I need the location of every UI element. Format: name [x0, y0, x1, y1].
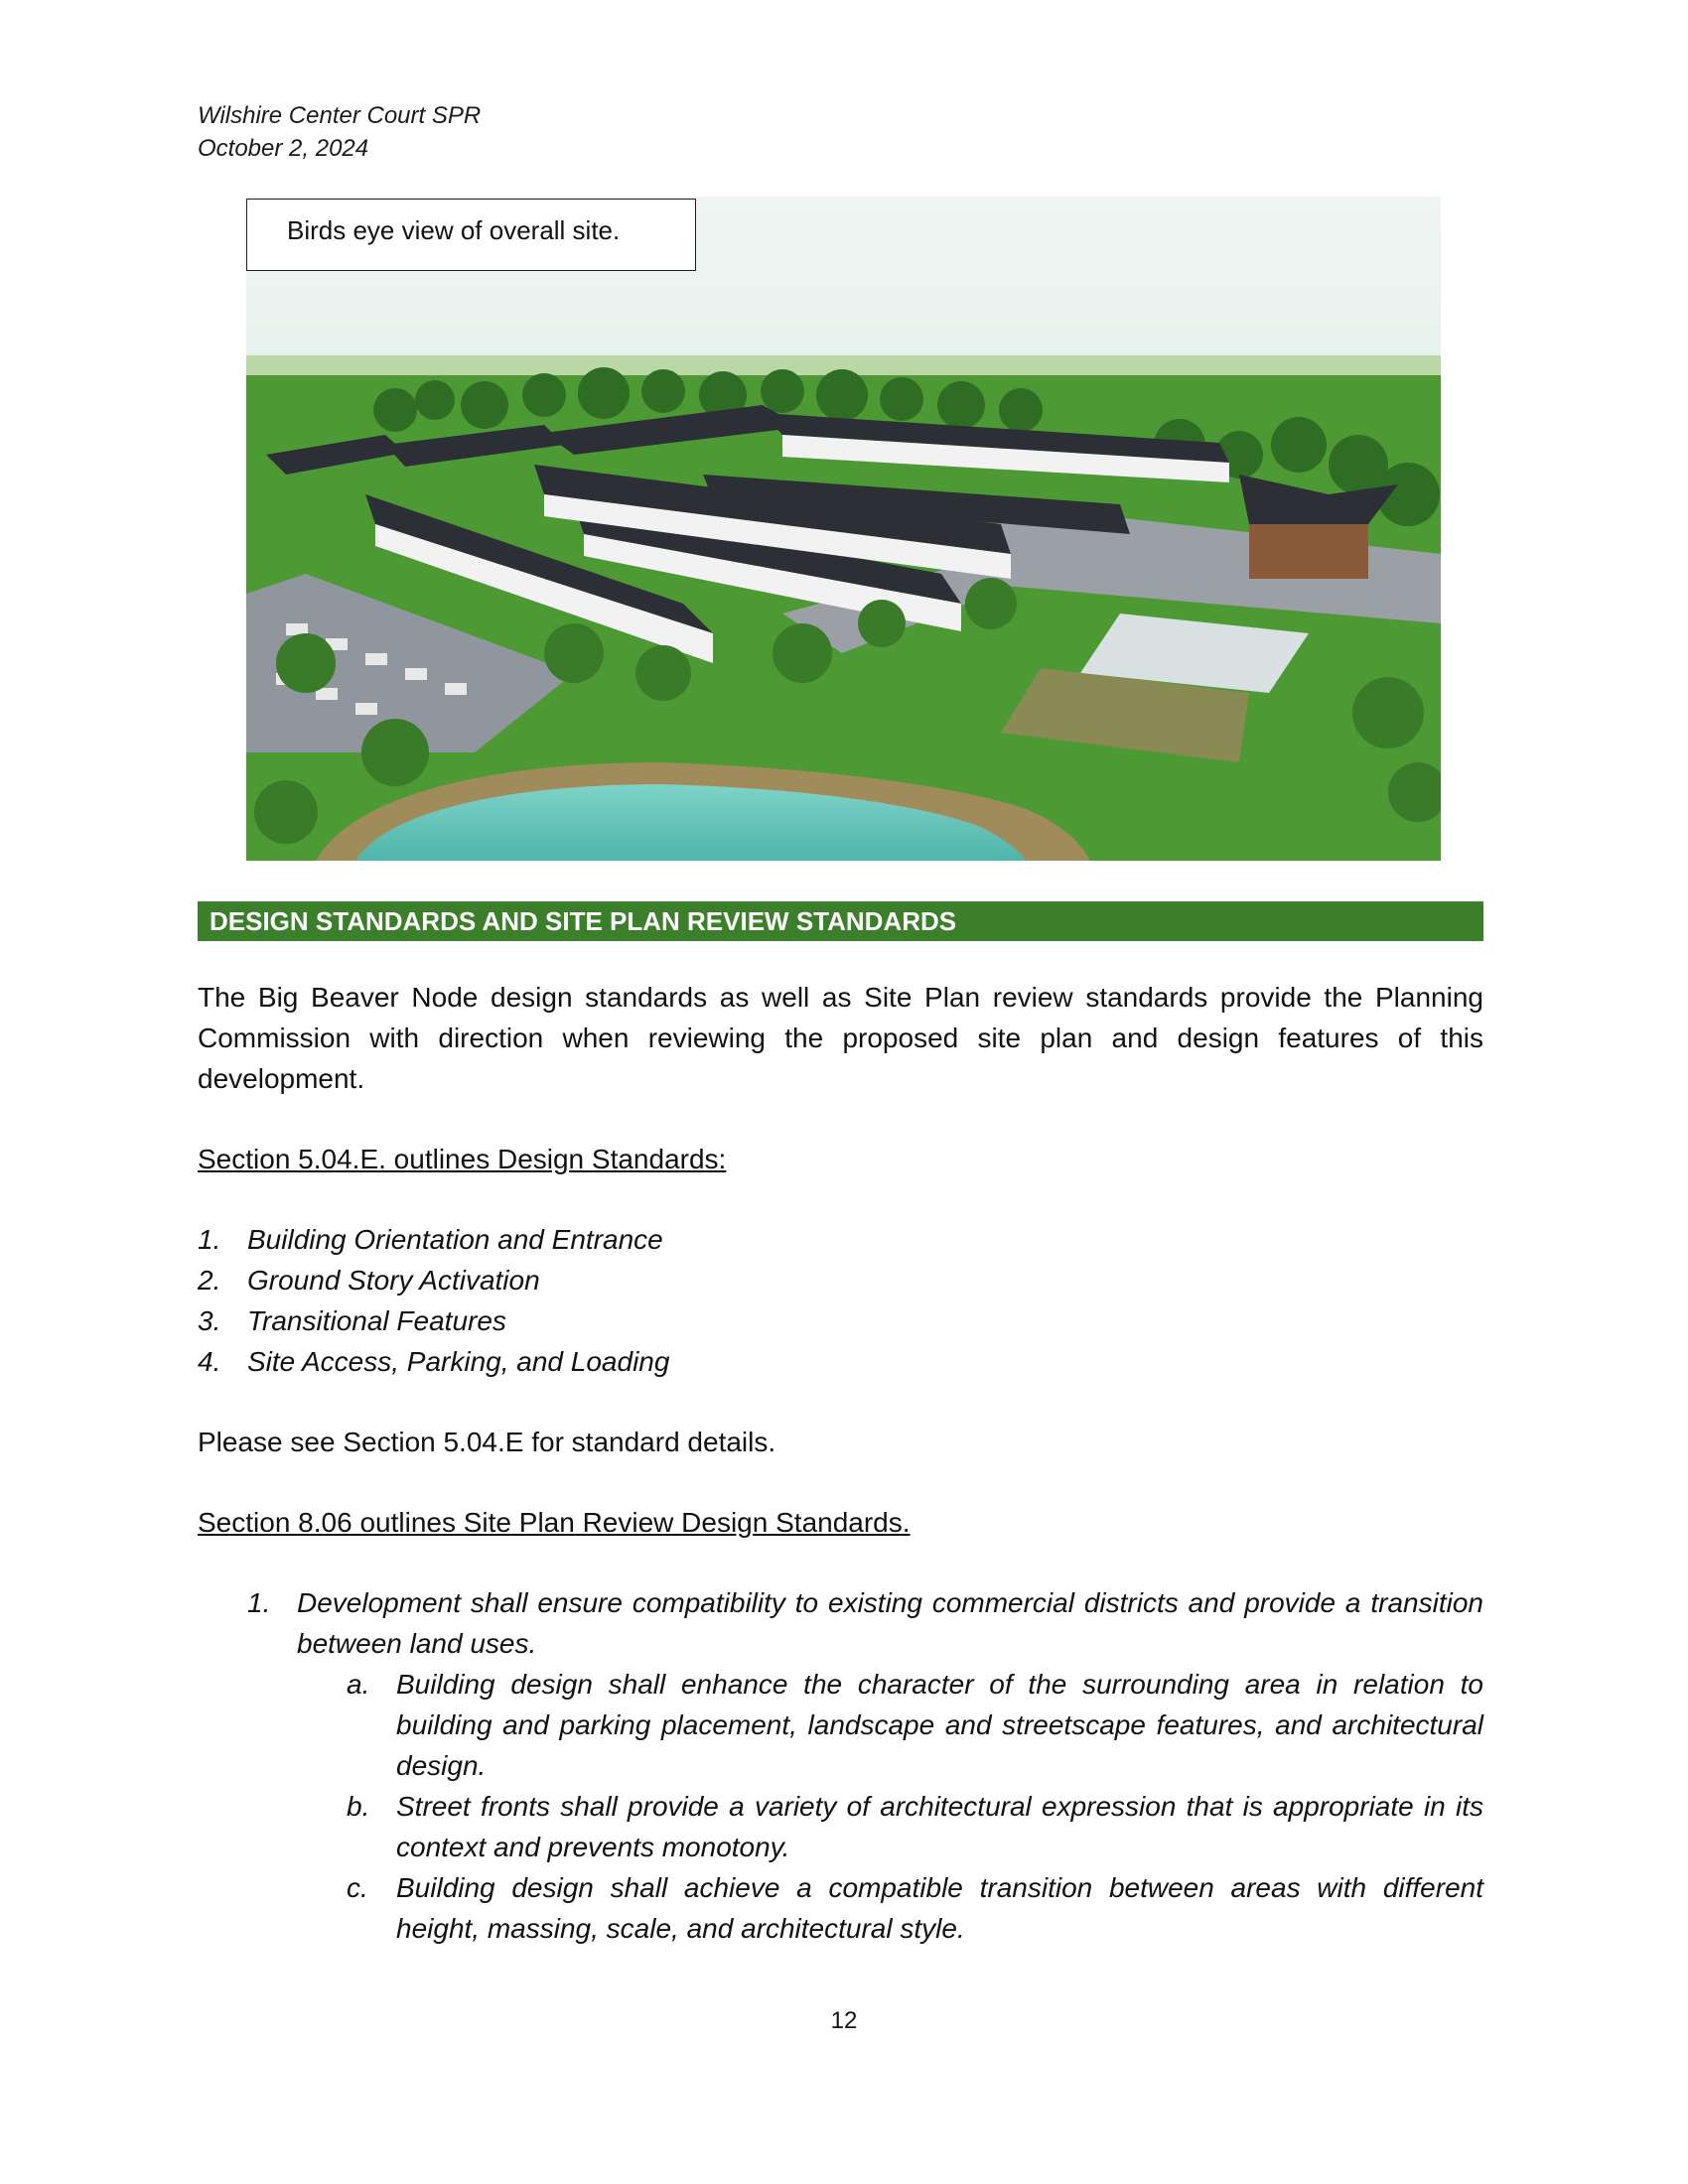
intro-paragraph: The Big Beaver Node design standards as well as Site Plan review standards provide the Planning Commission with direction when reviewing the proposed site plan and design features of this development.: [198, 982, 1483, 1094]
design-standards-heading: Section 5.04.E. outlines Design Standards:: [198, 1144, 727, 1174]
site-rendering-image: [246, 197, 1441, 861]
header-project-name: Wilshire Center Court SPR: [198, 102, 482, 129]
header-date: October 2, 2024: [198, 135, 369, 162]
list-item: 4. Site Access, Parking, and Loading: [198, 1346, 670, 1377]
section-heading: DESIGN STANDARDS AND SITE PLAN REVIEW STANDARDS: [198, 901, 1483, 941]
page-number: 12: [830, 2007, 858, 2034]
see-note: Please see Section 5.04.E for standard details.: [198, 1427, 776, 1457]
sub-list-item: a. Building design shall enhance the character of the surrounding area in relation to building and parking placement, landscape and streetscape features, and architectural design.: [347, 1669, 1483, 1781]
sub-list: [347, 1664, 1483, 1949]
list-item: 1. Development shall ensure compatibility to existing commercial districts and provide a transition between land uses. a. Building design shall enhance the character of the surrounding area in relation to building and parking placement, landscape and streetscape features, and architectural design. b. Street fronts shall provide a variety of architectural expression that is appropriate in its context and prevents monotony. c. Building design shall achieve a compatible transition between areas with different height, massing, scale, and architectural style.: [247, 1582, 1483, 1949]
list-item: 3. Transitional Features: [198, 1305, 506, 1336]
list-item: 1. Building Orientation and Entrance: [198, 1224, 663, 1255]
review-standards-heading: Section 8.06 outlines Site Plan Review Design Standards.: [198, 1507, 911, 1538]
list-item: 2. Ground Story Activation: [198, 1265, 540, 1296]
figure-caption: Birds eye view of overall site.: [246, 199, 696, 271]
design-standards-list: [198, 1219, 1483, 1382]
sub-list-item: c. Building design shall achieve a compatible transition between areas with different height, massing, scale, and architectural style.: [347, 1872, 1483, 1944]
review-standards-list: [247, 1582, 1483, 1949]
sub-list-item: b. Street fronts shall provide a variety of architectural expression that is appropriate in its context and prevents monotony.: [347, 1791, 1483, 1862]
document-header: [198, 99, 481, 165]
